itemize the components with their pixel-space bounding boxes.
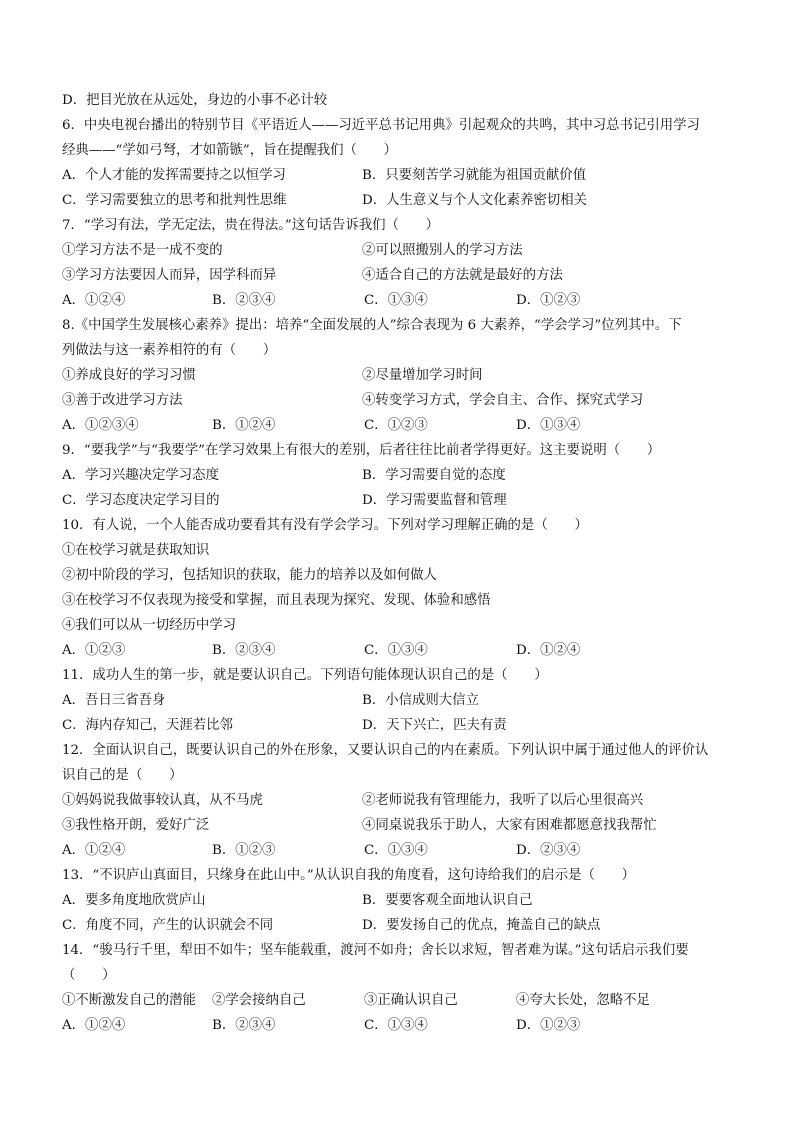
q14-option-c: C．①③④	[364, 1018, 428, 1033]
q7-option-d: D．①②③	[516, 293, 581, 308]
q12-statement-1: ①妈妈说我做事较认真，从不马虎	[62, 793, 263, 808]
q12-stem-line1: 12．全面认识自己，既要认识自己的外在形象，又要认识自己的内在素质。下列认识中属于通过他人的评价认	[62, 743, 709, 758]
q7-statement-3: ③学习方法要因人而异，因学科而异	[62, 268, 277, 283]
q11-option-b: B．小信成则大信立	[362, 693, 479, 708]
q10-stem-line1: 10．有人说，一个人能否成功要看其有没有学会学习。下列对学习理解正确的是（ ）	[62, 518, 588, 533]
q9-option-a: A．学习兴趣决定学习态度	[62, 468, 219, 483]
q10-option-d: D．①②④	[516, 643, 581, 658]
q10-option-b: B．②③④	[212, 643, 276, 658]
q7-statements-row2	[62, 263, 738, 288]
q8-statements-row2	[62, 388, 738, 413]
q12-option-c: C．①③④	[364, 843, 428, 858]
q11-option-d: D．天下兴亡，匹夫有责	[362, 718, 507, 733]
q14-option-b: B．②③④	[212, 1018, 276, 1033]
q8-option-b: B．①②④	[212, 418, 276, 433]
q8-stem-line1: 8.《中国学生发展核心素养》提出：培养“全面发展的人”综合表现为 6 大素养，“学会学习”位列其中。下	[62, 318, 682, 333]
q8-options	[62, 413, 738, 438]
q12-stem-line2: 识自己的是（ ）	[62, 768, 183, 783]
q14-statement-3: ③正确认识自己	[364, 993, 458, 1008]
q14-statement-2: ②学会接纳自己	[212, 993, 306, 1008]
q8-statements-row1	[62, 363, 738, 388]
q7-options	[62, 288, 738, 313]
q13-stem-line1: 13．“不识庐山真面目，只缘身在此山中。”从认识自我的角度看，这句诗给我们的启示是（ ）	[62, 868, 636, 883]
q8-statement-1: ①养成良好的学习习惯	[62, 368, 196, 383]
q6-stem-line2: 经典——“学如弓弩，才如箭镞”，旨在提醒我们（ ）	[62, 143, 398, 158]
q14-statements	[62, 988, 738, 1013]
q6-options-row2	[62, 188, 738, 213]
q6-option-b: B．只要刻苦学习就能为祖国贡献价值	[362, 168, 587, 183]
q9-stem-line1: 9．“要我学”与“我要学”在学习效果上有很大的差别，后者往往比前者学得更好。这主要说明（ ）	[62, 443, 661, 458]
q6-stem-line1: 6．中央电视台播出的特别节目《平语近人——习近平总书记用典》引起观众的共鸣，其中习总书记引用学习	[62, 118, 700, 133]
q12-statement-3: ③我性格开朗，爱好广泛	[62, 818, 210, 833]
q13-option-a: A．要多角度地欣赏庐山	[62, 893, 206, 908]
q11-options-row1	[62, 688, 738, 713]
q12-statements-row1	[62, 788, 738, 813]
q10-statement-1: ①在校学习就是获取知识	[62, 543, 210, 558]
q7-option-c: C．①③④	[364, 293, 428, 308]
q9-options-row1	[62, 463, 738, 488]
q8-option-c: C．①②③	[364, 418, 428, 433]
q9-options-row2	[62, 488, 738, 513]
q12-statements-row2	[62, 813, 738, 838]
q5-option-d: D．把目光放在从远处，身边的小事不必计较	[62, 93, 328, 108]
q7-option-a: A．①②④	[62, 293, 126, 308]
q11-options-row2	[62, 713, 738, 738]
q7-option-b: B．②③④	[212, 293, 276, 308]
q10-statement-3: ③在校学习不仅表现为接受和掌握，而且表现为探究、发现、体验和感悟	[62, 593, 491, 608]
q14-stem-line1: 14．“骏马行千里，犁田不如牛；坚车能载重，渡河不如舟；舍长以求短，智者难为谋。”这句话启示我们要	[62, 943, 689, 958]
q14-statement-4: ④夸大长处，忽略不足	[516, 993, 650, 1008]
q10-options	[62, 638, 738, 663]
q12-option-a: A．①②④	[62, 843, 126, 858]
q14-options	[62, 1013, 738, 1038]
q9-option-d: D．学习需要监督和管理	[362, 493, 507, 508]
q13-option-c: C．角度不同，产生的认识就会不同	[62, 918, 274, 933]
q10-option-c: C．①③④	[364, 643, 428, 658]
q14-option-d: D．①②③	[516, 1018, 581, 1033]
q11-stem-line1: 11．成功人生的第一步，就是要认识自己。下列语句能体现认识自己的是（ ）	[62, 668, 548, 683]
q8-statement-3: ③善于改进学习方法	[62, 393, 183, 408]
q12-statement-2: ②老师说我有管理能力，我听了以后心里很高兴	[362, 793, 644, 808]
q8-stem-line2: 列做法与这一素养相符的有（ ）	[62, 343, 277, 358]
q7-statements-row1	[62, 238, 738, 263]
q7-stem-line1: 7．“学习有法，学无定法，贵在得法。”这句话告诉我们（ ）	[62, 218, 440, 233]
q13-options-row2	[62, 913, 738, 938]
q13-option-d: D．要发扬自己的优点，掩盖自己的缺点	[362, 918, 601, 933]
q14-stem-line2: （ ）	[62, 968, 116, 983]
q14-option-a: A．①②④	[62, 1018, 126, 1033]
q12-option-b: B．①②③	[212, 843, 276, 858]
q6-option-a: A．个人才能的发挥需要持之以恒学习	[62, 168, 286, 183]
q7-statement-4: ④适合自己的方法就是最好的方法	[362, 268, 563, 283]
q9-option-b: B．学习需要自觉的态度	[362, 468, 506, 483]
q6-option-d: D．人生意义与个人文化素养密切相关	[362, 193, 587, 208]
question-list	[62, 88, 738, 1038]
q8-statement-2: ②尽量增加学习时间	[362, 368, 483, 383]
q13-options-row1	[62, 888, 738, 913]
q12-options	[62, 838, 738, 863]
q10-statement-4: ④我们可以从一切经历中学习	[62, 618, 237, 633]
q9-option-c: C．学习态度决定学习目的	[62, 493, 220, 508]
q8-option-a: A．①②③④	[62, 418, 139, 433]
q8-statement-4: ④转变学习方式，学会自主、合作、探究式学习	[362, 393, 644, 408]
q11-option-c: C．海内存知己，天涯若比邻	[62, 718, 233, 733]
q7-statement-1: ①学习方法不是一成不变的	[62, 243, 223, 258]
q14-statement-1: ①不断激发自己的潜能	[62, 993, 196, 1008]
q13-option-b: B．要要客观全面地认识自己	[362, 893, 533, 908]
q12-option-d: D．②③④	[516, 843, 581, 858]
q6-options-row1	[62, 163, 738, 188]
q10-option-a: A．①②③	[62, 643, 126, 658]
q8-option-d: D．①③④	[516, 418, 581, 433]
q7-statement-2: ②可以照搬别人的学习方法	[362, 243, 523, 258]
q12-statement-4: ④同桌说我乐于助人，大家有困难都愿意找我帮忙	[362, 818, 657, 833]
q11-option-a: A．吾日三省吾身	[62, 693, 166, 708]
q10-statement-2: ②初中阶段的学习，包括知识的获取，能力的培养以及如何做人	[62, 568, 437, 583]
q6-option-c: C．学习需要独立的思考和批判性思维	[62, 193, 287, 208]
